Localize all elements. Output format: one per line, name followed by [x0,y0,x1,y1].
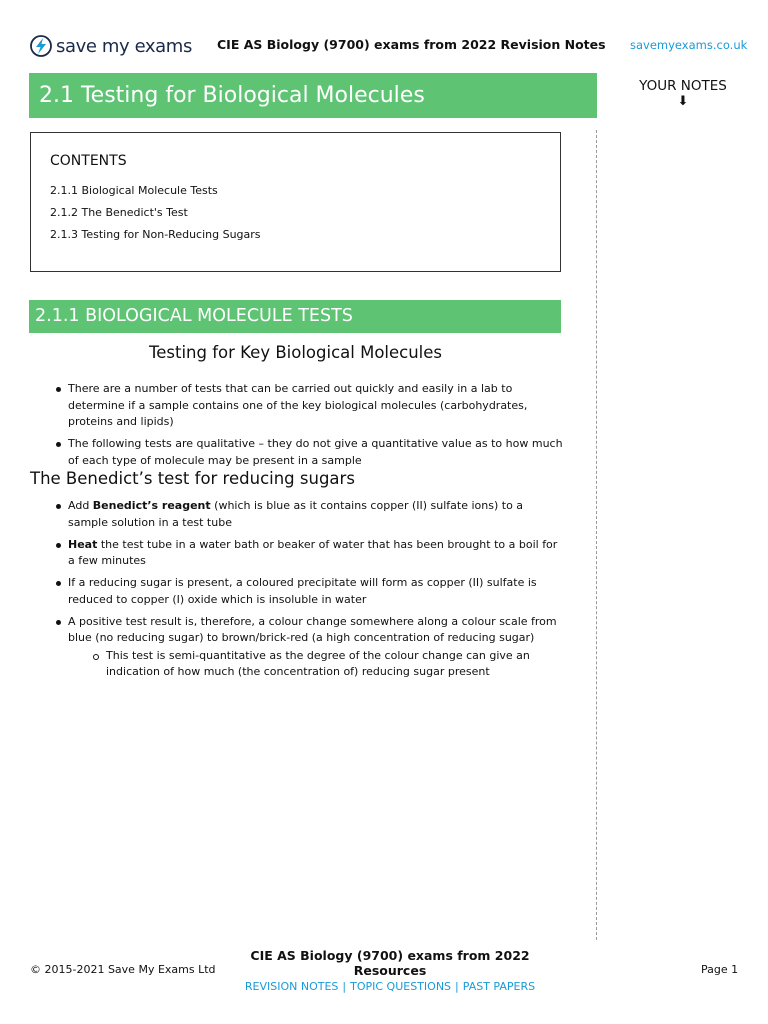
down-arrow-icon: ⬇ [677,94,689,109]
contents-box [30,132,561,272]
lightning-bolt-icon [30,35,52,57]
contents-heading: CONTENTS [50,153,127,169]
past-papers-link[interactable]: PAST PAPERS [462,980,536,993]
logo-text: save my exams [56,35,192,57]
contents-link[interactable]: 2.1.2 The Benedict's Test [50,206,188,219]
page-number: Page 1 [701,963,739,976]
bold-text: Heat [68,537,98,551]
separator: | [455,980,459,993]
text: (which is blue as it contains copper (II) sulfate ions) to a sample solution in a test tube [68,499,524,529]
your-notes-label [628,78,738,109]
separator: | [342,980,347,993]
notes-divider [596,130,597,940]
sub-heading: Testing for Key Biological Molecules [148,343,443,362]
revision-notes-link[interactable]: REVISION NOTES [244,980,339,993]
sub-list-item: This test is semi-quantitative as the degree of the colour change can give an indication of how much (the concentration of) reducing sugar present [86,648,565,681]
contents-link[interactable]: 2.1.1 Biological Molecule Tests [50,184,218,197]
list-item: The following tests are qualitative – they do not give a quantitative value as to how much of each type of molecule may be present in a sample [50,436,565,469]
list-item [50,537,565,570]
contents-link[interactable]: 2.1.3 Testing for Non-Reducing Sugars [50,228,261,241]
list-item [50,614,565,681]
footer-center [230,948,550,993]
list-item [50,498,565,531]
text: A positive test result is, therefore, a colour change somewhere along a colour scale from blue (no reducing sugar) to brown/brick-red (a high concentration of reducing sugar) [68,614,557,644]
footer-links [230,980,550,993]
benedict-list [50,498,565,686]
text: Add [68,499,93,512]
bold-text: Benedict’s reagent [92,499,211,512]
sub-list [68,648,565,681]
section-title: 2.1.1 BIOLOGICAL MOLECULE TESTS [29,300,561,333]
topic-questions-link[interactable]: TOPIC QUESTIONS [350,980,452,993]
benedict-heading: The Benedict’s test for reducing sugars [30,469,355,488]
page-title: 2.1 Testing for Biological Molecules [29,73,597,118]
copyright: © 2015-2021 Save My Exams Ltd [30,963,216,976]
list-item: There are a number of tests that can be carried out quickly and easily in a lab to determine if a sample contains one of the key biological molecules (carbohydrates, proteins and lipids) [50,381,565,431]
header-title: CIE AS Biology (9700) exams from 2022 Revision Notes [217,37,606,52]
text: the test tube in a water bath or beaker of water that has been brought to a boil for a few minutes [68,537,558,567]
list-item: If a reducing sugar is present, a coloured precipitate will form as copper (II) sulfate is reduced to copper (I) oxide which is insoluble in water [50,575,565,608]
footer-title: CIE AS Biology (9700) exams from 2022 Resources [250,948,530,978]
your-notes-text: YOUR NOTES [639,78,727,94]
site-link[interactable]: savemyexams.co.uk [630,38,748,52]
intro-list [50,381,565,475]
save-my-exams-logo[interactable] [30,33,192,59]
